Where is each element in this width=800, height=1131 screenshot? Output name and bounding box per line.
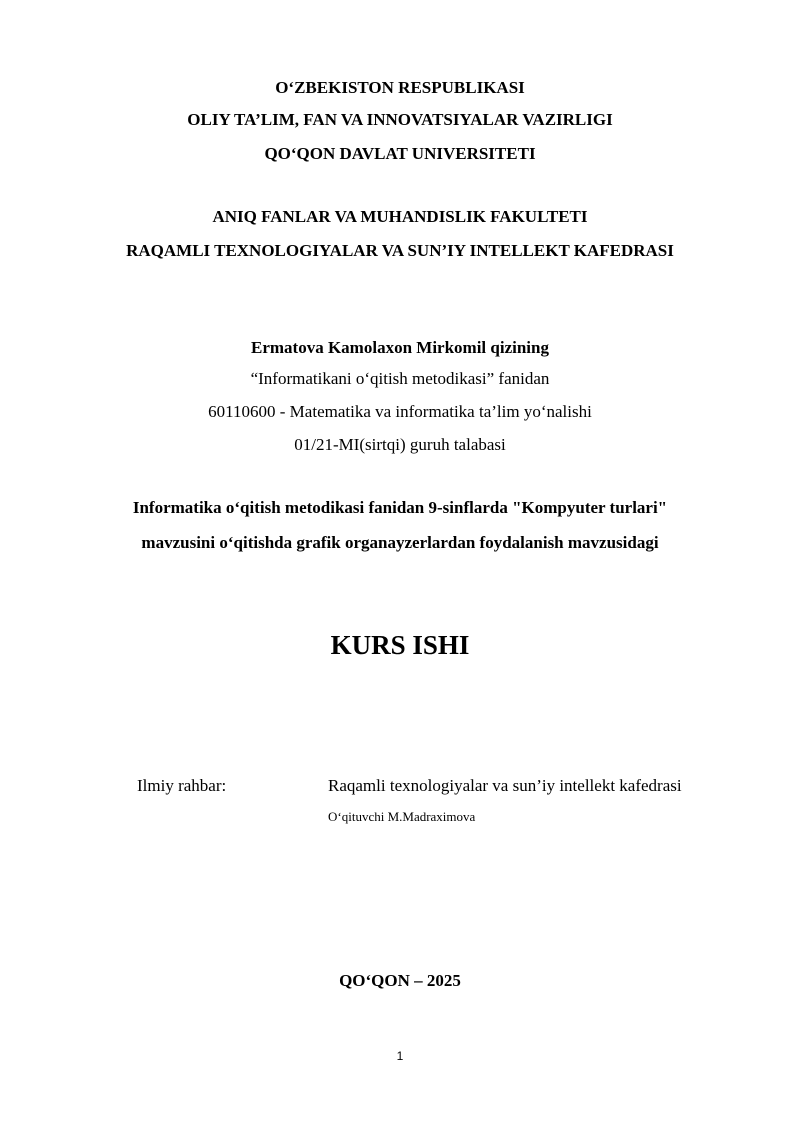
topic-line-2: mavzusini o‘qitishda grafik organayzerlardan foydalanish mavzusidagi xyxy=(141,533,659,552)
group-line: 01/21-MI(sirtqi) guruh talabasi xyxy=(294,435,506,454)
department-name: RAQAMLI TEXNOLOGIYALAR VA SUN’IY INTELLEKT KAFEDRASI xyxy=(126,241,674,260)
place-year: QO‘QON – 2025 xyxy=(339,971,461,990)
ministry-country: O‘ZBEKISTON RESPUBLIKASI xyxy=(275,78,525,97)
topic-line-1: Informatika o‘qitish metodikasi fanidan 9-sinflarda "Kompyuter turlari" xyxy=(132,498,668,517)
university-name: QO‘QON DAVLAT UNIVERSITETI xyxy=(264,144,536,163)
page-number: 1 xyxy=(396,1049,404,1063)
ministry-name: OLIY TA’LIM, FAN VA INNOVATSIYALAR VAZIRLIGI xyxy=(187,110,613,129)
supervisor-department: Raqamli texnologiyalar va sun’iy intellekt kafedrasi xyxy=(328,776,682,795)
program-line: 60110600 - Matematika va informatika ta’lim yo‘nalishi xyxy=(208,402,592,421)
subject-line: “Informatikani o‘qitish metodikasi” fanidan xyxy=(250,369,550,388)
document-title: KURS ISHI xyxy=(330,630,470,660)
faculty-name: ANIQ FANLAR VA MUHANDISLIK FAKULTETI xyxy=(212,207,588,226)
supervisor-label: Ilmiy rahbar: xyxy=(137,776,227,795)
student-name: Ermatova Kamolaxon Mirkomil qizining xyxy=(251,338,549,357)
supervisor-name: O‘qituvchi M.Madraximova xyxy=(328,809,476,824)
